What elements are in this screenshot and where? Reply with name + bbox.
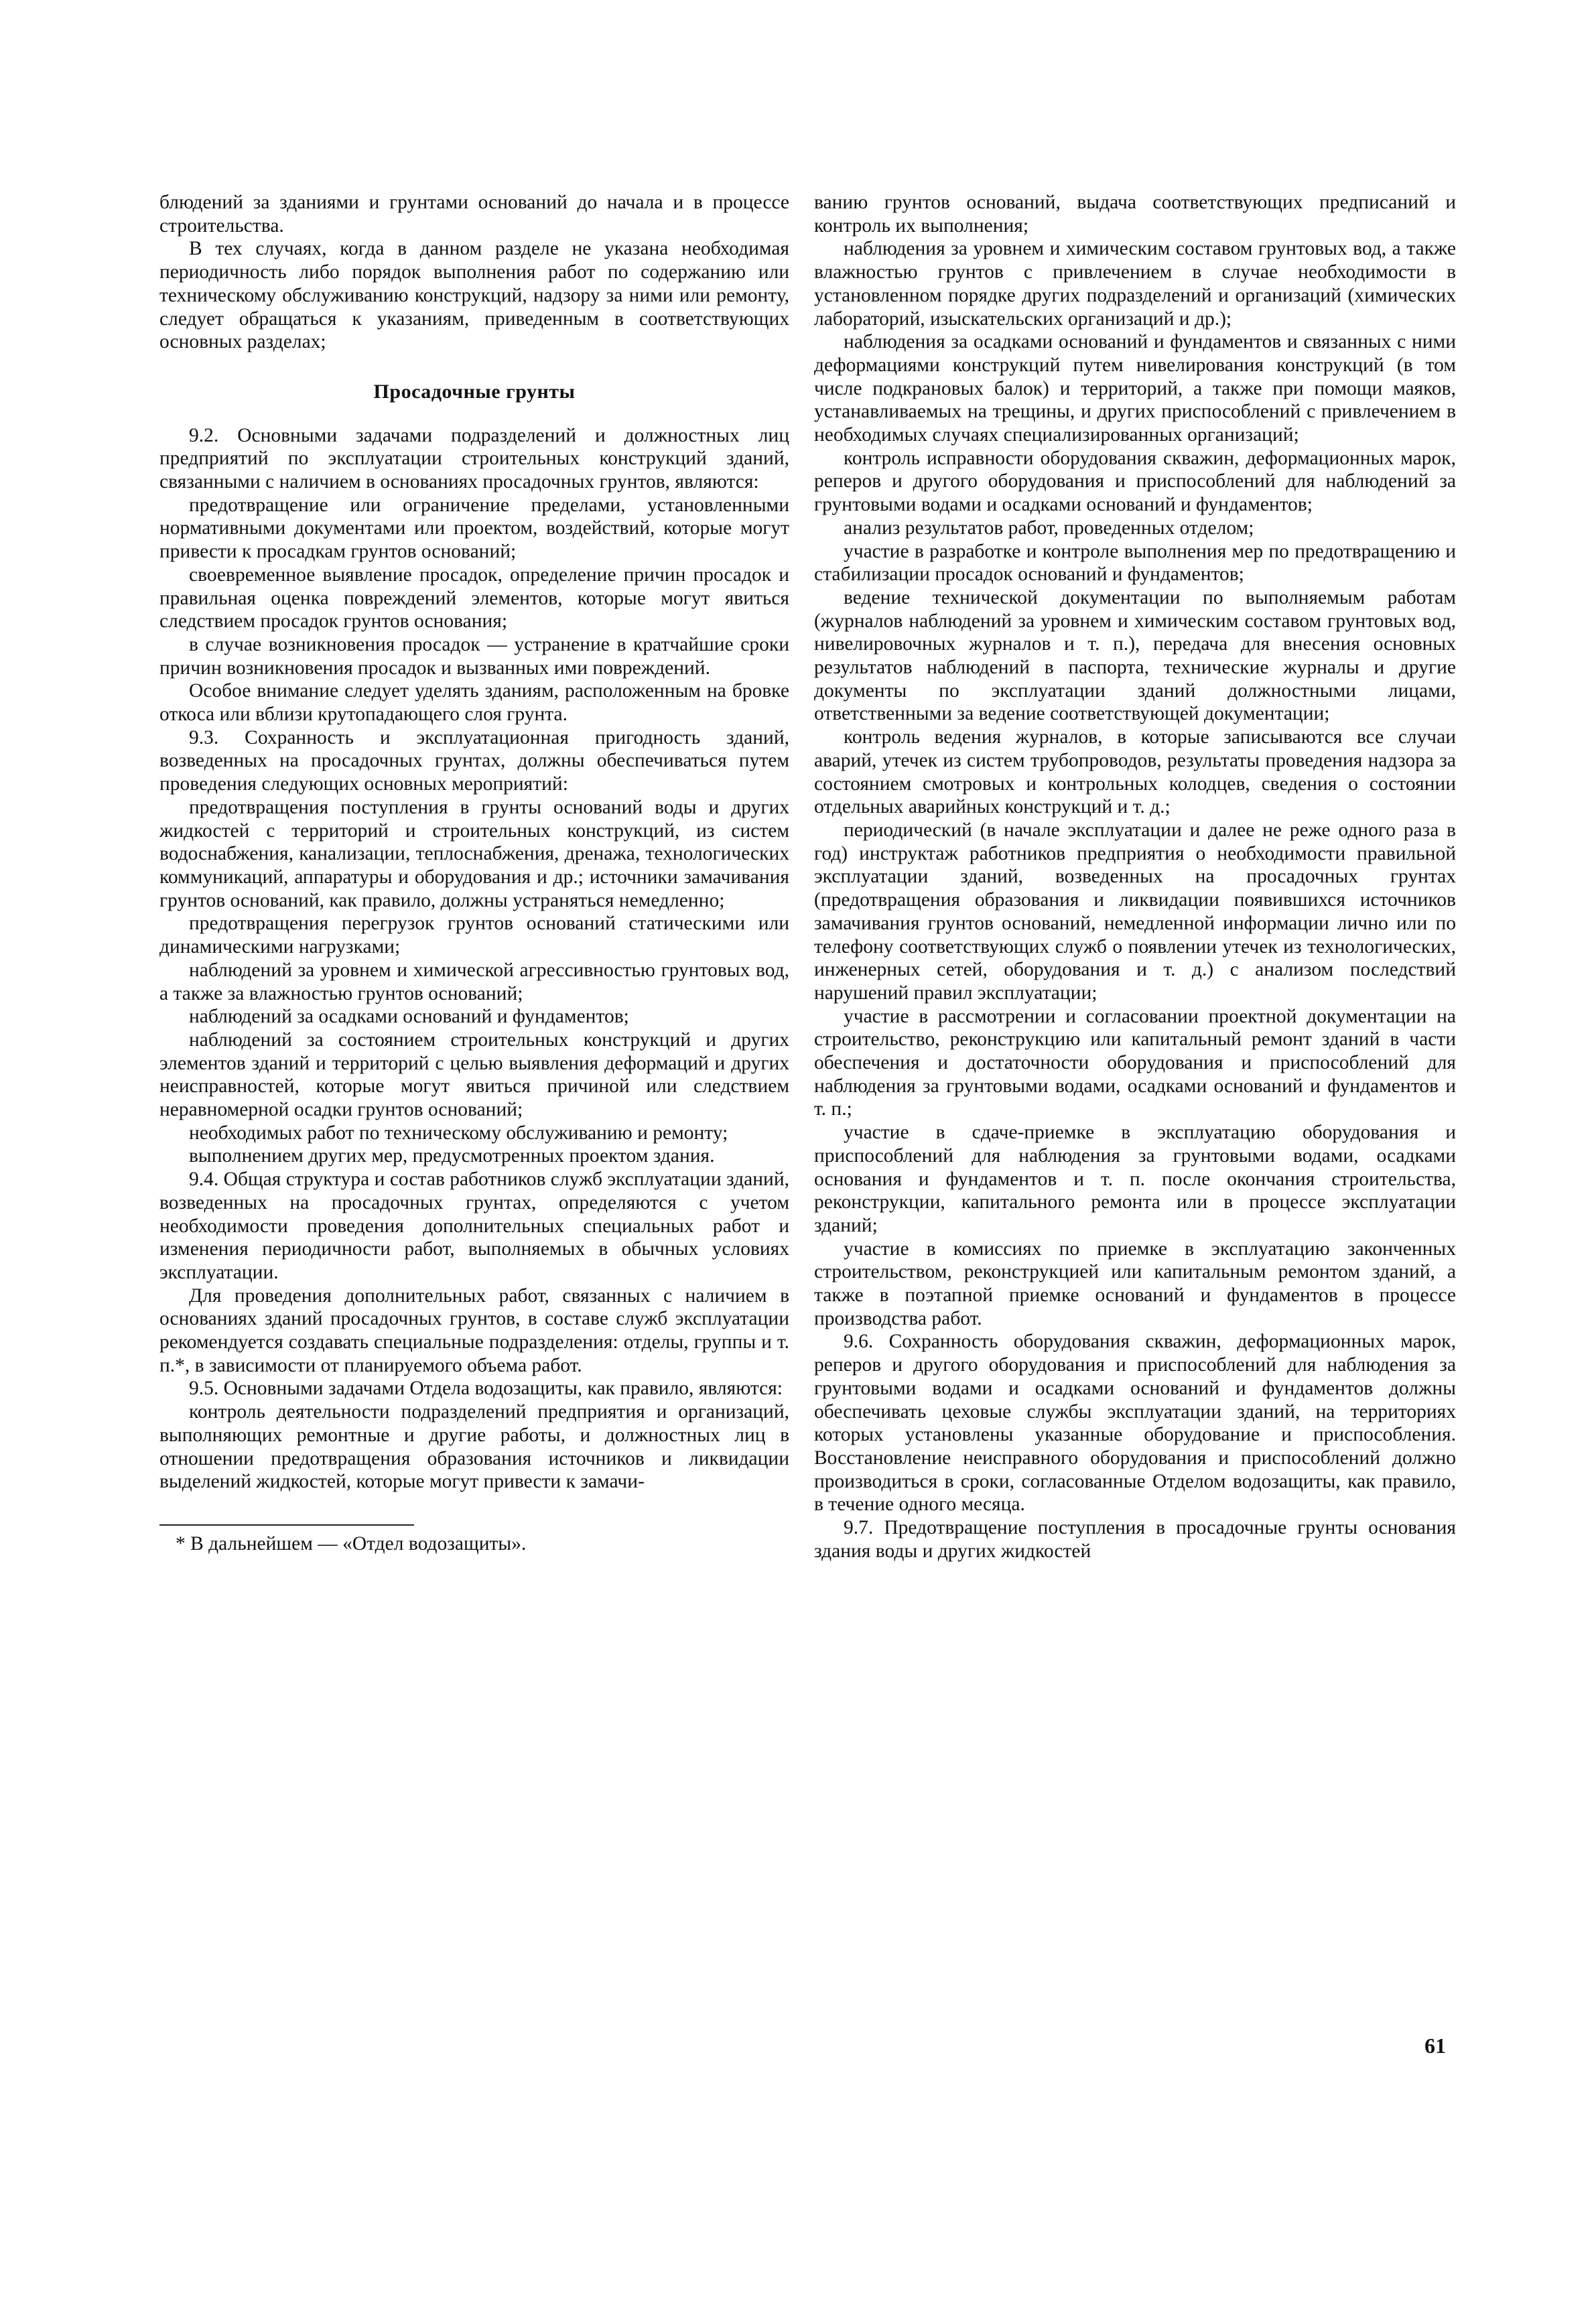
paragraph: 9.3. Сохранность и эксплуатационная пригодность зданий, возведенных на просадочных грунтах, должны обеспечиваться путем проведения следующих основных мероприятий: [159,726,789,795]
paragraph: участие в сдаче-приемке в эксплуатацию оборудования и приспособлений для наблюдения за грунтовыми водами, осадками основания и фундаментов и т. п. после окончания строительства, реконструкции, капитального ремонта или в процессе эксплуатации зданий; [814,1122,1456,1236]
paragraph: предотвращения поступления в грунты оснований воды и других жидкостей с территорий и строительных конструкций, из систем водоснабжения, канализации, теплоснабжения, дренажа, технологических коммуникаций, аппаратуры и оборудования и др.; источники замачивания грунтов оснований, как правило, должны устраняться немедленно; [159,796,789,911]
paragraph: ведение технической документации по выполняемым работам (журналов наблюдений за уровнем и химическим составом грунтовых вод, нивелировочных журналов и т. п.), передача для внесения основных результатов наблюдений в паспорта, технические журналы и другие документы по эксплуатации зданий должностными лицами, ответственными за ведение соответствующей документации; [814,586,1456,725]
paragraph: наблюдений за уровнем и химической агрессивностью грунтовых вод, а также за влажностью грунтов оснований; [159,959,789,1004]
paragraph: наблюдения за осадками оснований и фундаментов и связанных с ними деформациями конструкций путем нивелирования конструкций (в том числе подкрановых балок) и территорий, а также при помощи маяков, устанавливаемых на трещины, и других приспособлений с привлечением в необходимых случаях специализированных организаций; [814,331,1456,446]
paragraph: наблюдений за состоянием строительных конструкций и других элементов зданий и территорий с целью выявления деформаций и других неисправностей, которые могут явиться причиной или следствием неравномерной осадки грунтов оснований; [159,1029,789,1121]
paragraph: Для проведения дополнительных работ, связанных с наличием в основаниях зданий просадочных грунтов, в составе служб эксплуатации рекомендуется создавать специальные подразделения: отделы, группы и т. п.*, в зависимости от планируемого объема работ. [159,1284,789,1376]
paragraph: в случае возникновения просадок — устранение в кратчайшие сроки причин возникновения просадок и вызванных ими повреждений. [159,633,789,679]
paragraph: 9.4. Общая структура и состав работников служб эксплуатации зданий, возведенных на просадочных грунтах, определяются с учетом необходимости проведения дополнительных специальных работ и изменения периодичности работ, выполняемых в обычных условиях эксплуатации. [159,1169,789,1283]
paragraph: необходимых работ по техническому обслуживанию и ремонту; [189,1122,728,1144]
paragraph: своевременное выявление просадок, определение причин просадок и правильная оценка повреждений элементов, которые могут явиться следствием просадок грунтов основания; [159,563,789,633]
paragraph: Особое внимание следует уделять зданиям, расположенным на бровке откоса или вблизи крутопадающего слоя грунта. [159,680,789,726]
paragraph: участие в разработке и контроле выполнения мер по предотвращению и стабилизации просадок оснований и фундаментов; [814,540,1456,586]
paragraph: контроль ведения журналов, в которые записываются все случаи аварий, утечек из систем трубопроводов, результаты проведения надзора за состоянием смотровых и контрольных колодцев, сведения о состоянии отдельных аварийных конструкций и т. д.; [814,726,1456,818]
paragraph: периодический (в начале эксплуатации и далее не реже одного раза в год) инструктаж работников предприятия о необходимости правильной эксплуатации зданий, возведенных на просадочных грунтах (предотвращения образования и ликвидации появившихся источников замачивания грунтов оснований, немедленной информации лично или по телефону соответствующих служб о появлении утечек из технологических, инженерных сетей, оборудования и т. д.) с анализом последствий нарушений правил эксплуатации; [814,819,1456,1004]
paragraph: анализ результатов работ, проведенных отделом; [844,517,1254,539]
left-column [159,191,789,1556]
page-number: 61 [1424,2034,1446,2058]
footnote [159,1524,527,1556]
section-heading: Просадочные грунты [373,380,576,403]
right-column [814,191,1456,1563]
paragraph: предотвращения перегрузок грунтов оснований статическими или динамическими нагрузками; [159,913,789,958]
paragraph: выполнением других мер, предусмотренных проектом здания. [189,1145,715,1167]
paragraph: контроль деятельности подразделений предприятия и организаций, выполняющих ремонтные и другие работы, и должностных лиц в отношении предотвращения образования источников и ликвидации выделений жидкостей, которые могут привести к замачи- [159,1401,789,1493]
paragraph: наблюдения за уровнем и химическим составом грунтовых вод, а также влажностью грунтов с привлечением в случае необходимости в установленном порядке других подразделений и организаций (химических лабораторий, изыскательских организаций и др.); [814,238,1456,330]
paragraph: блюдений за зданиями и грунтами оснований до начала и в процессе строительства. [159,192,789,237]
paragraph: наблюдений за осадками оснований и фундаментов; [189,1006,629,1028]
paragraph: участие в комиссиях по приемке в эксплуатацию законченных строительством, реконструкцией или капитальным ремонтом зданий, а также в поэтапной приемке оснований и фундаментов в процессе производства работ. [814,1238,1456,1329]
paragraph: предотвращение или ограничение пределами, установленными нормативными документами или проектом, воздействий, которые могут привести к просадкам грунтов оснований; [159,494,789,563]
paragraph: 9.2. Основными задачами подразделений и должностных лиц предприятий по эксплуатации строительных конструкций зданий, связанными с наличием в основаниях просадочных грунтов, являются: [159,424,789,493]
paragraph: участие в рассмотрении и согласовании проектной документации на строительство, реконструкцию или капитальный ремонт зданий в части обеспечения и достаточности оборудования и приспособлений для наблюдения за грунтовыми водами, осадками оснований и фундаментов и т. п.; [814,1005,1456,1120]
paragraph: контроль исправности оборудования скважин, деформационных марок, реперов и другого оборудования и приспособлений для наблюдений за грунтовыми водами и осадками оснований и фундаментов; [814,447,1456,516]
paragraph: ванию грунтов оснований, выдача соответствующих предписаний и контроль их выполнения; [814,192,1456,237]
paragraph: 9.6. Сохранность оборудования скважин, деформационных марок, реперов и другого оборудования и приспособлений для наблюдения за грунтовыми водами и осадками оснований и фундаментов должны обеспечивать цеховые службы эксплуатации зданий, на территориях которых установлены указанные оборудование и приспособления. Восстановление неисправного оборудования и приспособлений должно производиться в сроки, согласованные Отделом водозащиты, как правило, в течение одного месяца. [814,1331,1456,1516]
paragraph: В тех случаях, когда в данном разделе не указана необходимая периодичность либо порядок выполнения работ по содержанию или техническому обслуживанию конструкций, надзору за ними или ремонту, следует обращаться к указаниям, приведенным в соответствующих основных разделах; [159,238,789,353]
paragraph: 9.7. Предотвращение поступления в просадочные грунты основания здания воды и других жидкостей [814,1517,1456,1562]
footnote-text: * В дальнейшем — «Отдел водозащиты». [176,1532,527,1554]
paragraph: 9.5. Основными задачами Отдела водозащиты, как правило, являются: [189,1378,783,1400]
